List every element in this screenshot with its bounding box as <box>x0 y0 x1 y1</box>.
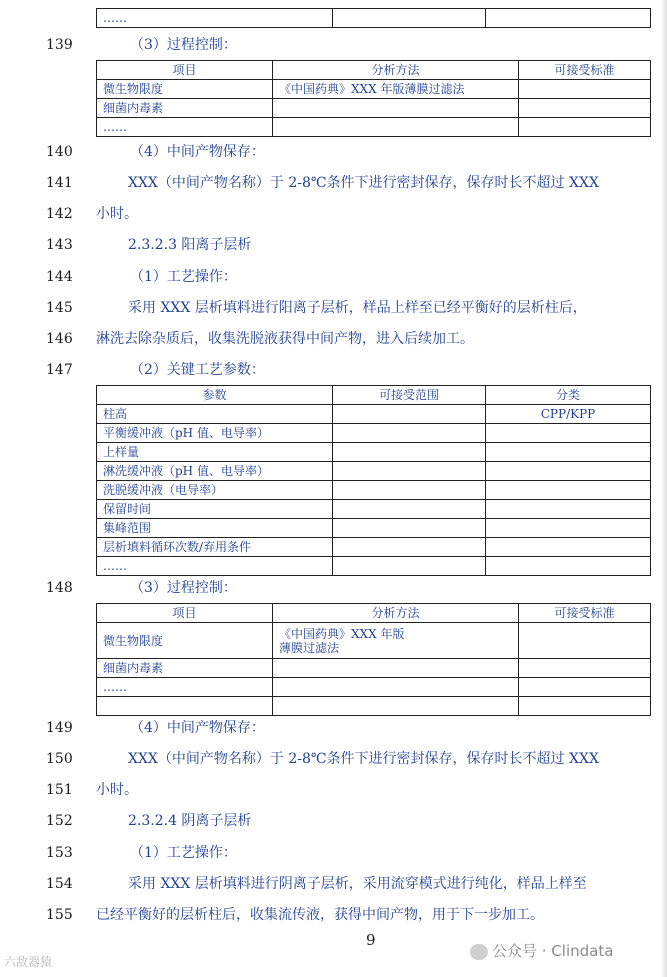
key-parameters-table <box>96 385 651 576</box>
table-cell: 层析填料循环次数/弃用条件 <box>97 538 333 557</box>
table-cell: …… <box>97 9 333 28</box>
table-row <box>97 405 651 424</box>
process-control-table-2 <box>96 603 651 716</box>
top-partial-table <box>96 8 651 28</box>
table-cell <box>519 118 651 137</box>
line-number: 146 <box>46 331 73 347</box>
column-header: 可接受标准 <box>519 604 651 623</box>
table-row <box>97 623 651 659</box>
table-row <box>97 424 651 443</box>
column-header: 分析方法 <box>273 604 519 623</box>
page-number: 9 <box>366 931 376 949</box>
body-text: 小时。 <box>96 782 138 798</box>
table-cell <box>333 481 486 500</box>
table-cell: 微生物限度 <box>97 80 273 99</box>
body-text: 已经平衡好的层析柱后，收集流传液，获得中间产物，用于下一步加工。 <box>96 907 544 923</box>
section-heading: （4）中间产物保存： <box>130 144 265 160</box>
table-cell <box>333 557 486 576</box>
table-row <box>97 481 651 500</box>
table-cell <box>333 9 486 28</box>
table-header-row <box>97 604 651 623</box>
line-number: 145 <box>46 300 73 316</box>
table-cell <box>519 80 651 99</box>
line-number: 151 <box>46 782 73 798</box>
table-row <box>97 519 651 538</box>
line-number: 141 <box>46 175 73 191</box>
table-cell <box>519 697 651 716</box>
section-heading: （3）过程控制： <box>130 580 237 596</box>
line-number: 155 <box>46 907 73 923</box>
table-header-row <box>97 386 651 405</box>
column-header: 参数 <box>97 386 333 405</box>
body-text: 淋洗去除杂质后，收集洗脱液获得中间产物，进入后续加工。 <box>96 331 474 347</box>
table-cell: 微生物限度 <box>97 623 273 659</box>
section-heading: （2）关键工艺参数： <box>130 362 265 378</box>
section-heading: （1）工艺操作： <box>130 845 237 861</box>
line-number: 140 <box>46 144 73 160</box>
table-row <box>97 462 651 481</box>
table-row <box>97 9 651 28</box>
line-number: 148 <box>46 580 73 596</box>
table-row <box>97 99 651 118</box>
table-cell <box>486 519 651 538</box>
table-cell <box>333 462 486 481</box>
table-row <box>97 538 651 557</box>
table-row <box>97 697 651 716</box>
table-row <box>97 659 651 678</box>
table-cell: 集峰范围 <box>97 519 333 538</box>
table-cell <box>273 697 519 716</box>
table-cell: 平衡缓冲液（pH 值、电导率） <box>97 424 333 443</box>
section-heading: （1）工艺操作： <box>130 269 237 285</box>
table-cell <box>519 659 651 678</box>
line-number: 149 <box>46 720 73 736</box>
table-cell: 洗脱缓冲液（电导率） <box>97 481 333 500</box>
table-cell <box>273 99 519 118</box>
watermark-text: 公众号 · Clindata <box>492 942 614 960</box>
line-number: 153 <box>46 845 73 861</box>
table-cell <box>486 557 651 576</box>
table-cell <box>519 99 651 118</box>
line-number: 154 <box>46 876 73 892</box>
line-number: 150 <box>46 751 73 767</box>
table-cell <box>486 538 651 557</box>
table-row <box>97 678 651 697</box>
table-row <box>97 500 651 519</box>
table-cell: CPP/KPP <box>486 405 651 424</box>
table-cell <box>519 623 651 659</box>
table-header-row <box>97 61 651 80</box>
section-heading: （3）过程控制： <box>130 37 237 53</box>
table-cell <box>486 481 651 500</box>
line-number: 144 <box>46 269 73 285</box>
process-control-table-1 <box>96 60 651 137</box>
column-header: 可接受标准 <box>519 61 651 80</box>
table-cell <box>333 405 486 424</box>
line-number: 152 <box>46 813 73 829</box>
watermark-right <box>470 940 613 961</box>
method-line: 薄膜过滤法 <box>279 640 340 655</box>
table-cell: 《中国药典》XXX 年版薄膜过滤法 <box>273 80 519 99</box>
body-text: 小时。 <box>96 206 138 222</box>
table-cell <box>519 678 651 697</box>
table-cell <box>486 424 651 443</box>
table-cell: 细菌内毒素 <box>97 659 273 678</box>
table-cell <box>97 697 273 716</box>
table-row <box>97 557 651 576</box>
section-heading: （4）中间产物保存： <box>130 720 265 736</box>
table-cell <box>486 462 651 481</box>
table-cell: 保留时间 <box>97 500 333 519</box>
column-header: 可接受范围 <box>333 386 486 405</box>
table-cell: 上样量 <box>97 443 333 462</box>
method-line: 《中国药典》XXX 年版 <box>279 626 405 641</box>
column-header: 分析方法 <box>273 61 519 80</box>
column-header: 分类 <box>486 386 651 405</box>
wechat-icon <box>470 944 488 960</box>
table-cell <box>333 443 486 462</box>
section-heading: 2.3.2.3 阳离子层析 <box>128 237 252 253</box>
table-row <box>97 118 651 137</box>
table-cell <box>333 519 486 538</box>
body-text: 采用 XXX 层析填料进行阳离子层析，样品上样至已经平衡好的层析柱后， <box>128 300 587 316</box>
table-cell: …… <box>97 557 333 576</box>
table-cell <box>333 500 486 519</box>
table-row <box>97 80 651 99</box>
table-cell: …… <box>97 678 273 697</box>
table-cell <box>273 623 519 659</box>
table-cell: 细菌内毒素 <box>97 99 273 118</box>
watermark-left: 六敌器猿 <box>4 955 53 969</box>
line-number: 142 <box>46 206 73 222</box>
line-number: 143 <box>46 237 73 253</box>
table-cell <box>333 424 486 443</box>
column-header: 项目 <box>97 61 273 80</box>
table-cell <box>486 443 651 462</box>
line-number: 139 <box>46 37 73 53</box>
body-text: XXX（中间产物名称）于 2-8℃条件下进行密封保存，保存时长不超过 XXX <box>128 751 599 767</box>
column-header: 项目 <box>97 604 273 623</box>
body-text: XXX（中间产物名称）于 2-8℃条件下进行密封保存，保存时长不超过 XXX <box>128 175 599 191</box>
page-edge-shadow <box>661 0 667 977</box>
section-heading: 2.3.2.4 阴离子层析 <box>128 813 252 829</box>
table-row <box>97 443 651 462</box>
table-cell: …… <box>97 118 273 137</box>
table-cell <box>486 500 651 519</box>
table-cell: 淋洗缓冲液（pH 值、电导率） <box>97 462 333 481</box>
table-cell <box>273 678 519 697</box>
table-cell <box>273 659 519 678</box>
body-text: 采用 XXX 层析填料进行阴离子层析，采用流穿模式进行纯化，样品上样至 <box>128 876 587 892</box>
table-cell <box>273 118 519 137</box>
line-number: 147 <box>46 362 73 378</box>
table-cell: 柱高 <box>97 405 333 424</box>
table-cell <box>333 538 486 557</box>
table-cell <box>486 9 651 28</box>
